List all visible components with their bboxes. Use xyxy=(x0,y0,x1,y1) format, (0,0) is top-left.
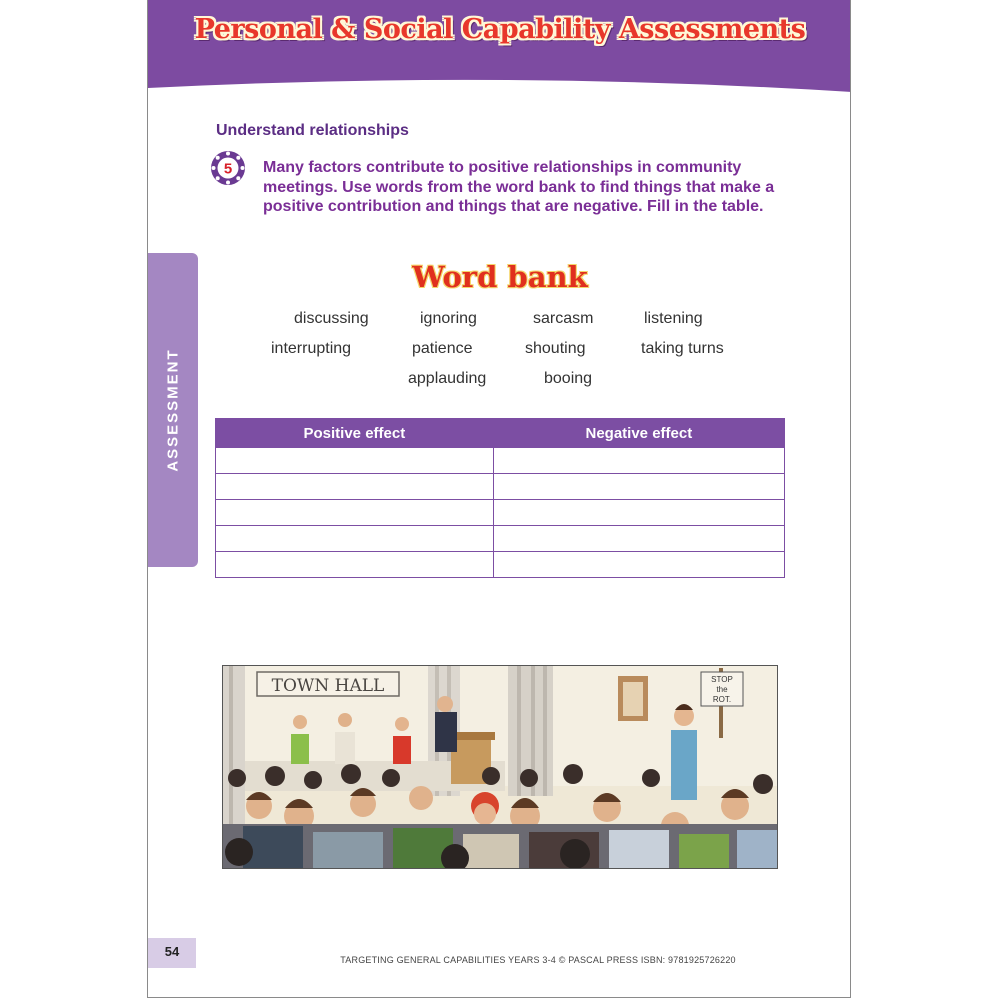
side-tab-label: ASSESSMENT xyxy=(164,348,182,472)
question-number: 5 xyxy=(223,160,233,178)
word-bank-item: taking turns xyxy=(641,340,724,357)
word-bank-item: patience xyxy=(412,340,473,357)
word-bank-item: applauding xyxy=(408,370,487,387)
worksheet-page xyxy=(147,0,851,998)
word-bank-item: interrupting xyxy=(271,340,352,357)
header-banner xyxy=(148,0,851,96)
word-bank-item: ignoring xyxy=(420,310,477,327)
protest-sign-line: the xyxy=(716,685,728,694)
positive-effect-header: Positive effect xyxy=(216,419,494,448)
table-row xyxy=(216,552,785,578)
table-row xyxy=(216,500,785,526)
word-bank-item: listening xyxy=(644,310,703,327)
negative-cell[interactable] xyxy=(493,552,784,578)
page-number: 54 xyxy=(164,944,180,959)
word-bank-title: Word bank xyxy=(412,260,588,294)
question-instructions: Many factors contribute to positive relationships in community meetings. Use words from the word bank to find things that make a positive contribution and things that are negative. Fill in the table. xyxy=(263,159,775,215)
town-hall-illustration xyxy=(222,665,778,869)
effects-table xyxy=(215,418,785,578)
table-row xyxy=(216,526,785,552)
positive-cell[interactable] xyxy=(216,500,494,526)
word-bank-item: booing xyxy=(544,370,593,387)
word-bank-item: sarcasm xyxy=(533,310,594,327)
negative-cell[interactable] xyxy=(493,448,784,474)
town-hall-sign: TOWN HALL xyxy=(271,676,385,696)
negative-cell[interactable] xyxy=(493,500,784,526)
protest-sign-line: ROT. xyxy=(712,695,732,704)
section-title: Understand relationships xyxy=(216,122,409,139)
word-bank-item: discussing xyxy=(294,310,369,327)
town-hall-scene xyxy=(223,666,778,869)
word-bank-item: shouting xyxy=(525,340,586,357)
positive-cell[interactable] xyxy=(216,448,494,474)
positive-cell[interactable] xyxy=(216,474,494,500)
positive-cell[interactable] xyxy=(216,526,494,552)
negative-cell[interactable] xyxy=(493,474,784,500)
protest-sign-line: STOP xyxy=(711,675,733,684)
page-title: Personal & Social Capability Assessments xyxy=(194,14,806,45)
positive-cell[interactable] xyxy=(216,552,494,578)
question-number-badge xyxy=(210,150,246,186)
table-row xyxy=(216,448,785,474)
table-row xyxy=(216,474,785,500)
negative-effect-header: Negative effect xyxy=(493,419,784,448)
negative-cell[interactable] xyxy=(493,526,784,552)
footer-credit: TARGETING GENERAL CAPABILITIES YEARS 3-4 © PASCAL PRESS ISBN: 9781925726220 xyxy=(340,955,736,965)
